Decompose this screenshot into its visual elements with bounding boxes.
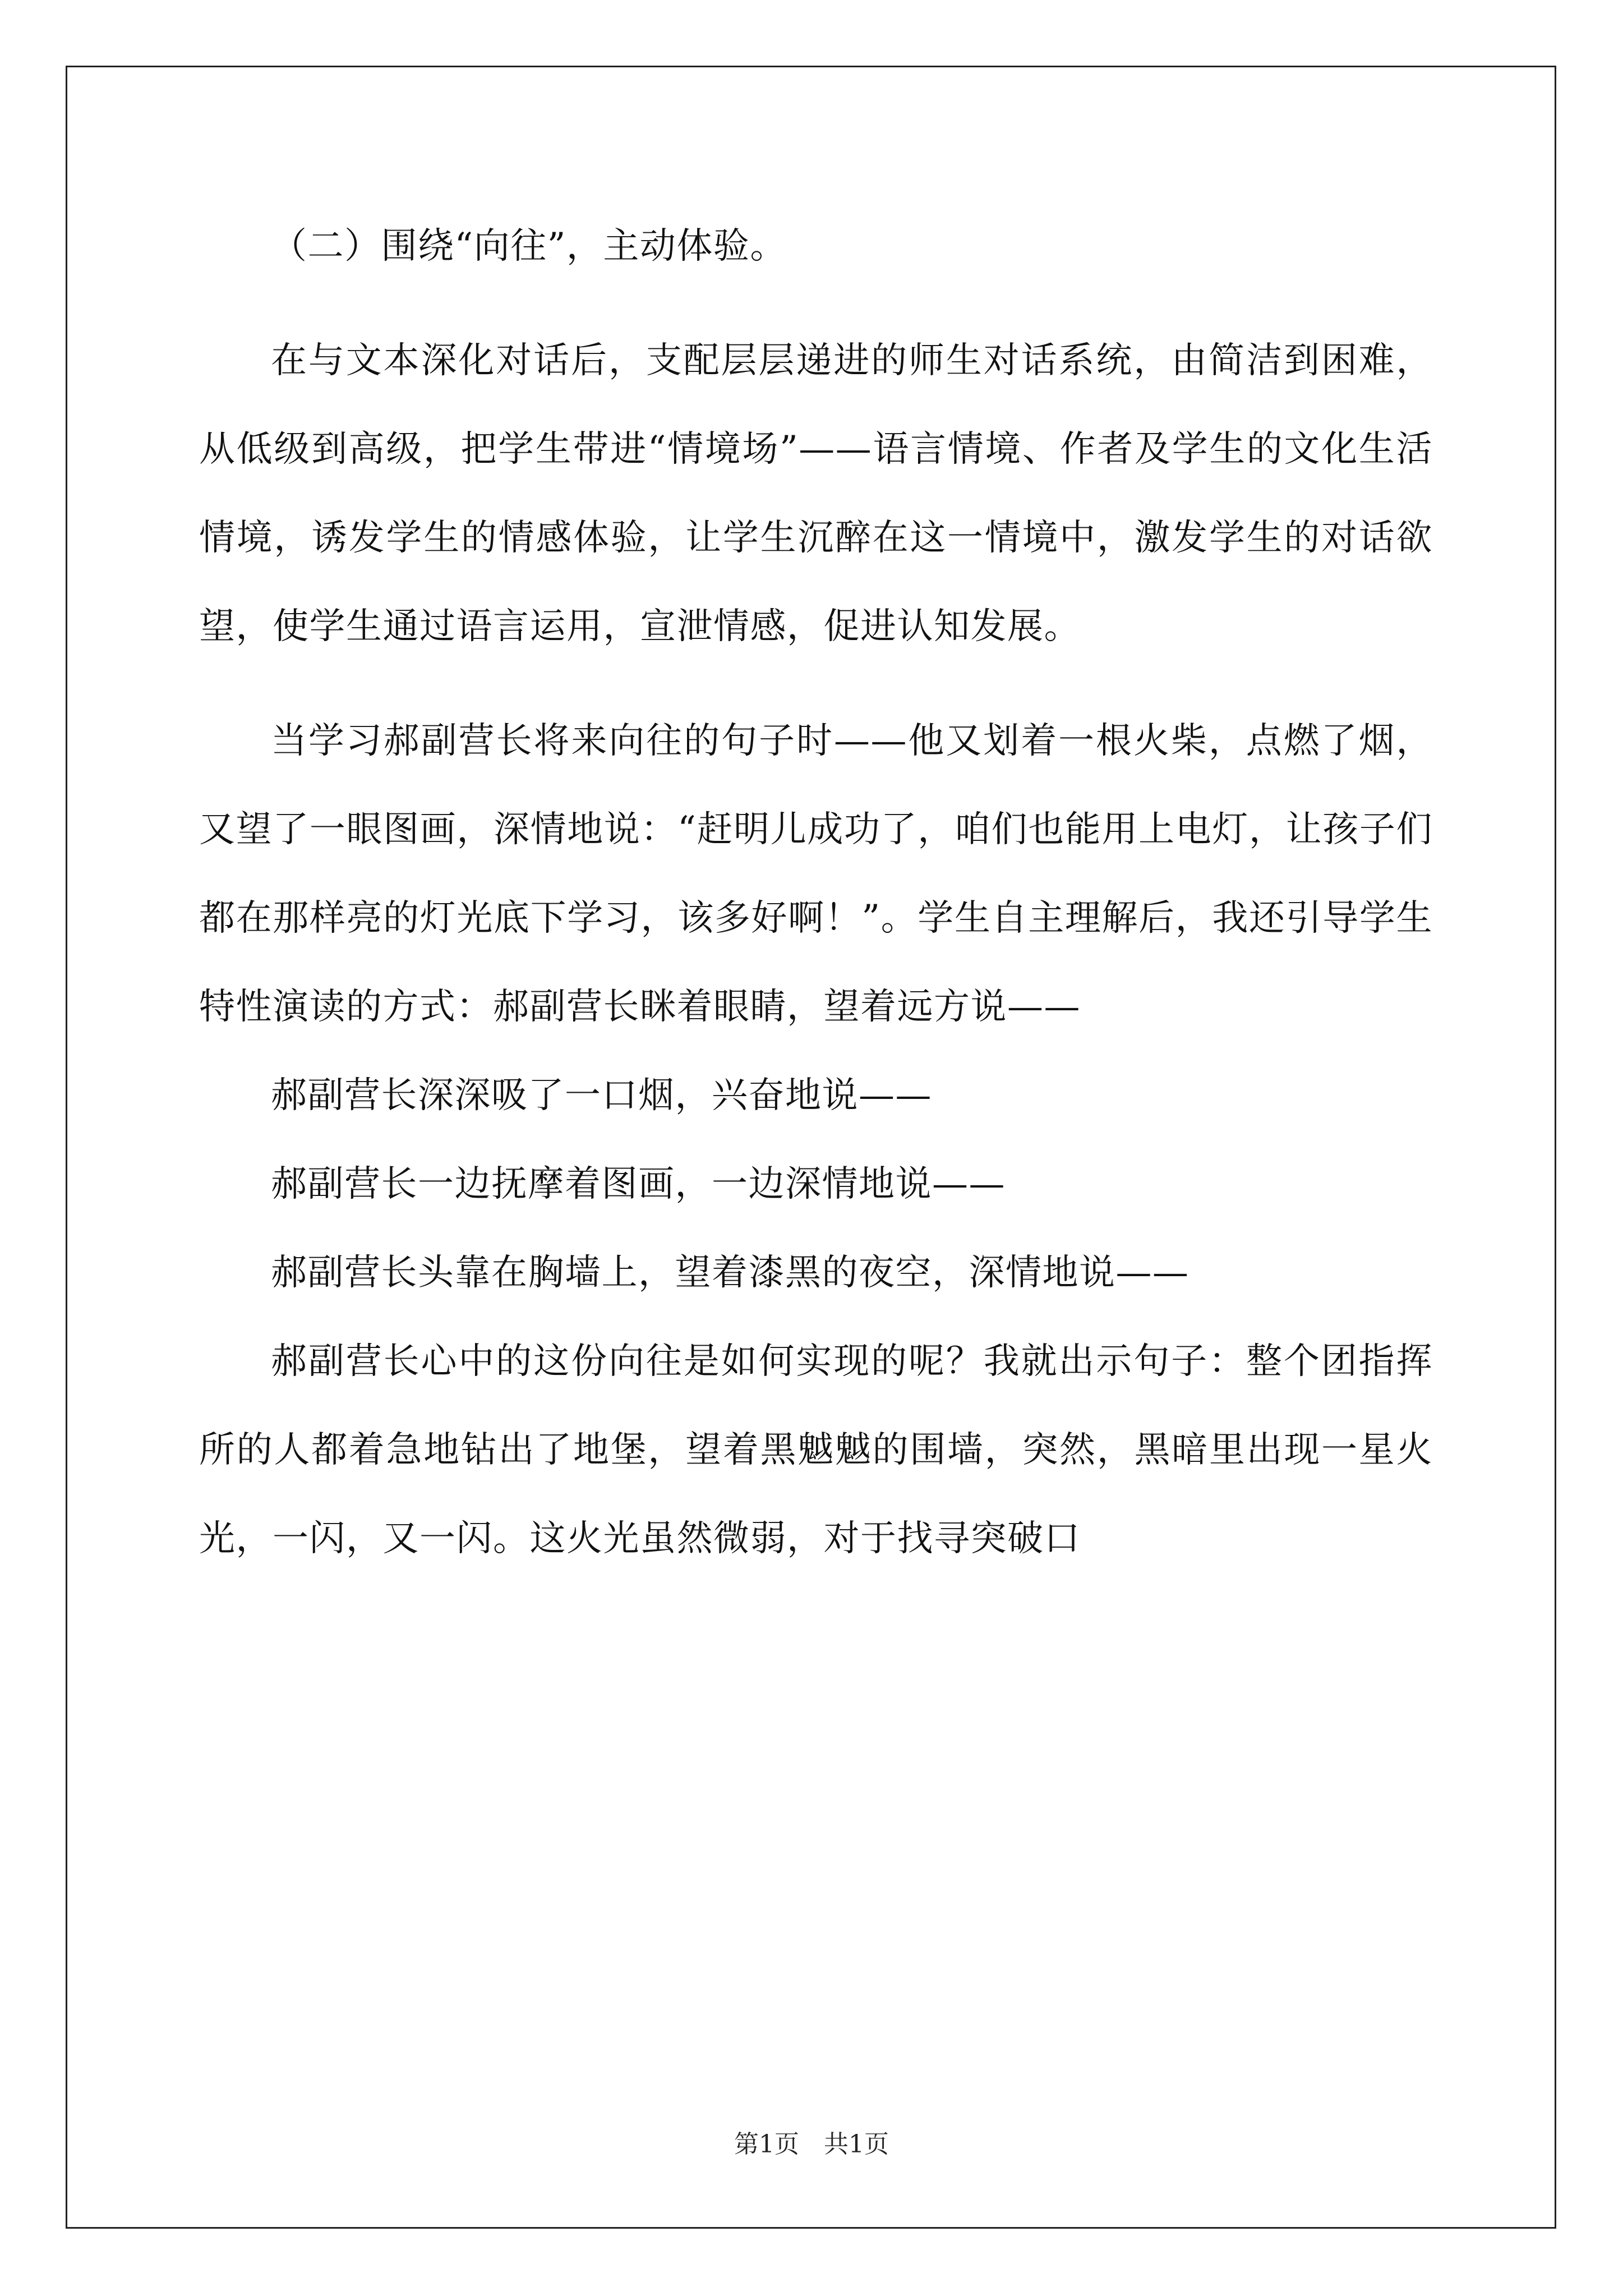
section-heading: （二）围绕“向往”，主动体验。 xyxy=(271,226,787,267)
document-body xyxy=(199,202,1433,1583)
paragraph: 郝副营长头靠在胸墙上，望着漆黑的夜空，深情地说—— xyxy=(271,1252,1189,1294)
paragraph: 当学习郝副营长将来向往的句子时——他又划着一根火柴，点燃了烟，又望了一眼图画，深情地说：“赶明儿成功了，咱们也能用上电灯，让孩子们都在那样亮的灯光底下学习，该多好啊！”。学生自主理解后，我还引导学生特性演读的方式：郝副营长眯着眼睛，望着远方说—— xyxy=(199,720,1433,1028)
paragraph: 在与文本深化对话后，支配层层递进的师生对话系统，由简洁到困难，从低级到高级，把学生带进“情境场”——语言情境、作者及学生的文化生活情境，诱发学生的情感体验，让学生沉醉在这一情境中，激发学生的对话欲望，使学生通过语言运用，宣泄情感，促进认知发展。 xyxy=(199,340,1433,647)
paragraph: 郝副营长深深吸了一口烟，兴奋地说—— xyxy=(271,1075,932,1116)
paragraph: 郝副营长一边抚摩着图画，一边深情地说—— xyxy=(271,1163,1006,1205)
paragraph: 郝副营长心中的这份向往是如何实现的呢？我就出示句子：整个团指挥所的人都着急地钻出了地堡，望着黑魆魆的围墙，突然，黑暗里出现一星火光，一闪，又一闪。这火光虽然微弱，对于找寻突破口 xyxy=(199,1341,1433,1559)
page-number-footer: 第1页 共1页 xyxy=(734,2130,889,2159)
